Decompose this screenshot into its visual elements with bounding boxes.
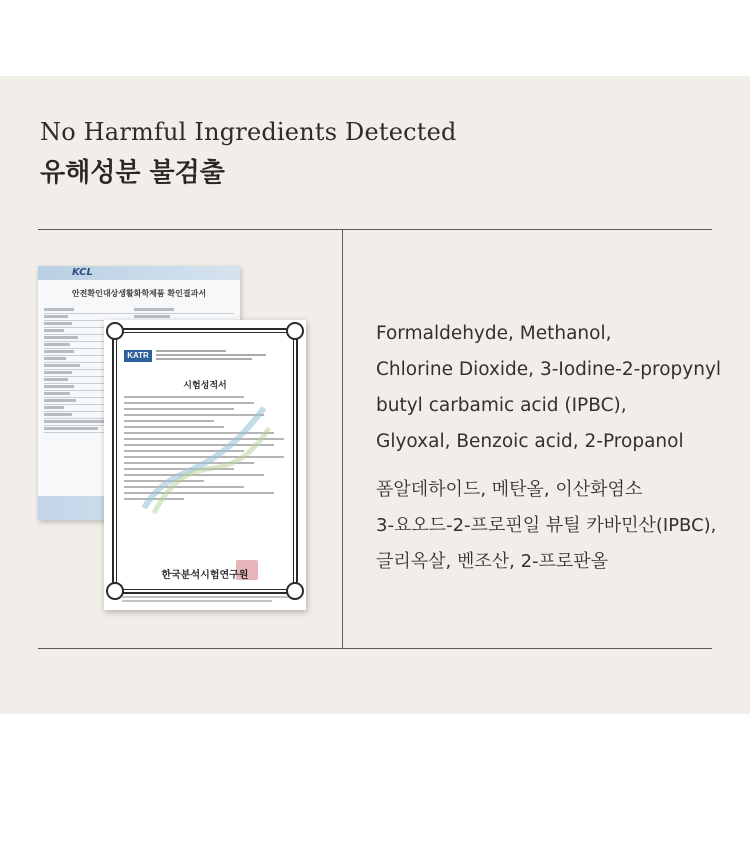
ingredient-line-en: Chlorine Dioxide, 3-Iodine-2-propynyl xyxy=(376,359,722,380)
ingredient-line-en: Formaldehyde, Methanol, xyxy=(376,323,612,344)
ingredients-english xyxy=(376,316,721,460)
katr-organization-name: 한국분석시험연구원 xyxy=(161,570,249,581)
ingredient-line-ko: 글리옥살, 벤조산, 2-프로판올 xyxy=(376,551,609,572)
katr-certificate-image xyxy=(104,320,306,610)
ingredients-korean xyxy=(376,472,716,580)
katr-certificate-title: 시험성적서 xyxy=(183,381,227,391)
bottom-divider xyxy=(38,648,712,649)
ingredient-line-ko: 3-요오드-2-프로핀일 뷰틸 카바민산(IPBC), xyxy=(376,515,717,536)
title-korean: 유해성분 불검출 xyxy=(40,158,225,188)
ingredient-line-en: Glyoxal, Benzoic acid, 2-Propanol xyxy=(376,431,684,452)
vertical-divider xyxy=(342,230,343,648)
frame-corner xyxy=(286,582,304,600)
katr-address-lines xyxy=(156,350,266,362)
ingredient-line-ko: 폼알데하이드, 메탄올, 이산화염소 xyxy=(376,479,643,500)
watermark-wave-graphic xyxy=(134,398,274,518)
frame-corner xyxy=(106,322,124,340)
kcl-logo: KCL xyxy=(72,267,93,278)
kcl-certificate-heading: 안전확인대상생활화학제품 확인결과서 xyxy=(71,289,207,298)
frame-corner xyxy=(286,322,304,340)
certificate-fine-print xyxy=(122,596,288,604)
title-english: No Harmful Ingredients Detected xyxy=(40,118,457,146)
ingredient-line-en: butyl carbamic acid (IPBC), xyxy=(376,395,627,416)
top-divider xyxy=(38,229,712,230)
katr-logo: KATR xyxy=(124,350,152,362)
